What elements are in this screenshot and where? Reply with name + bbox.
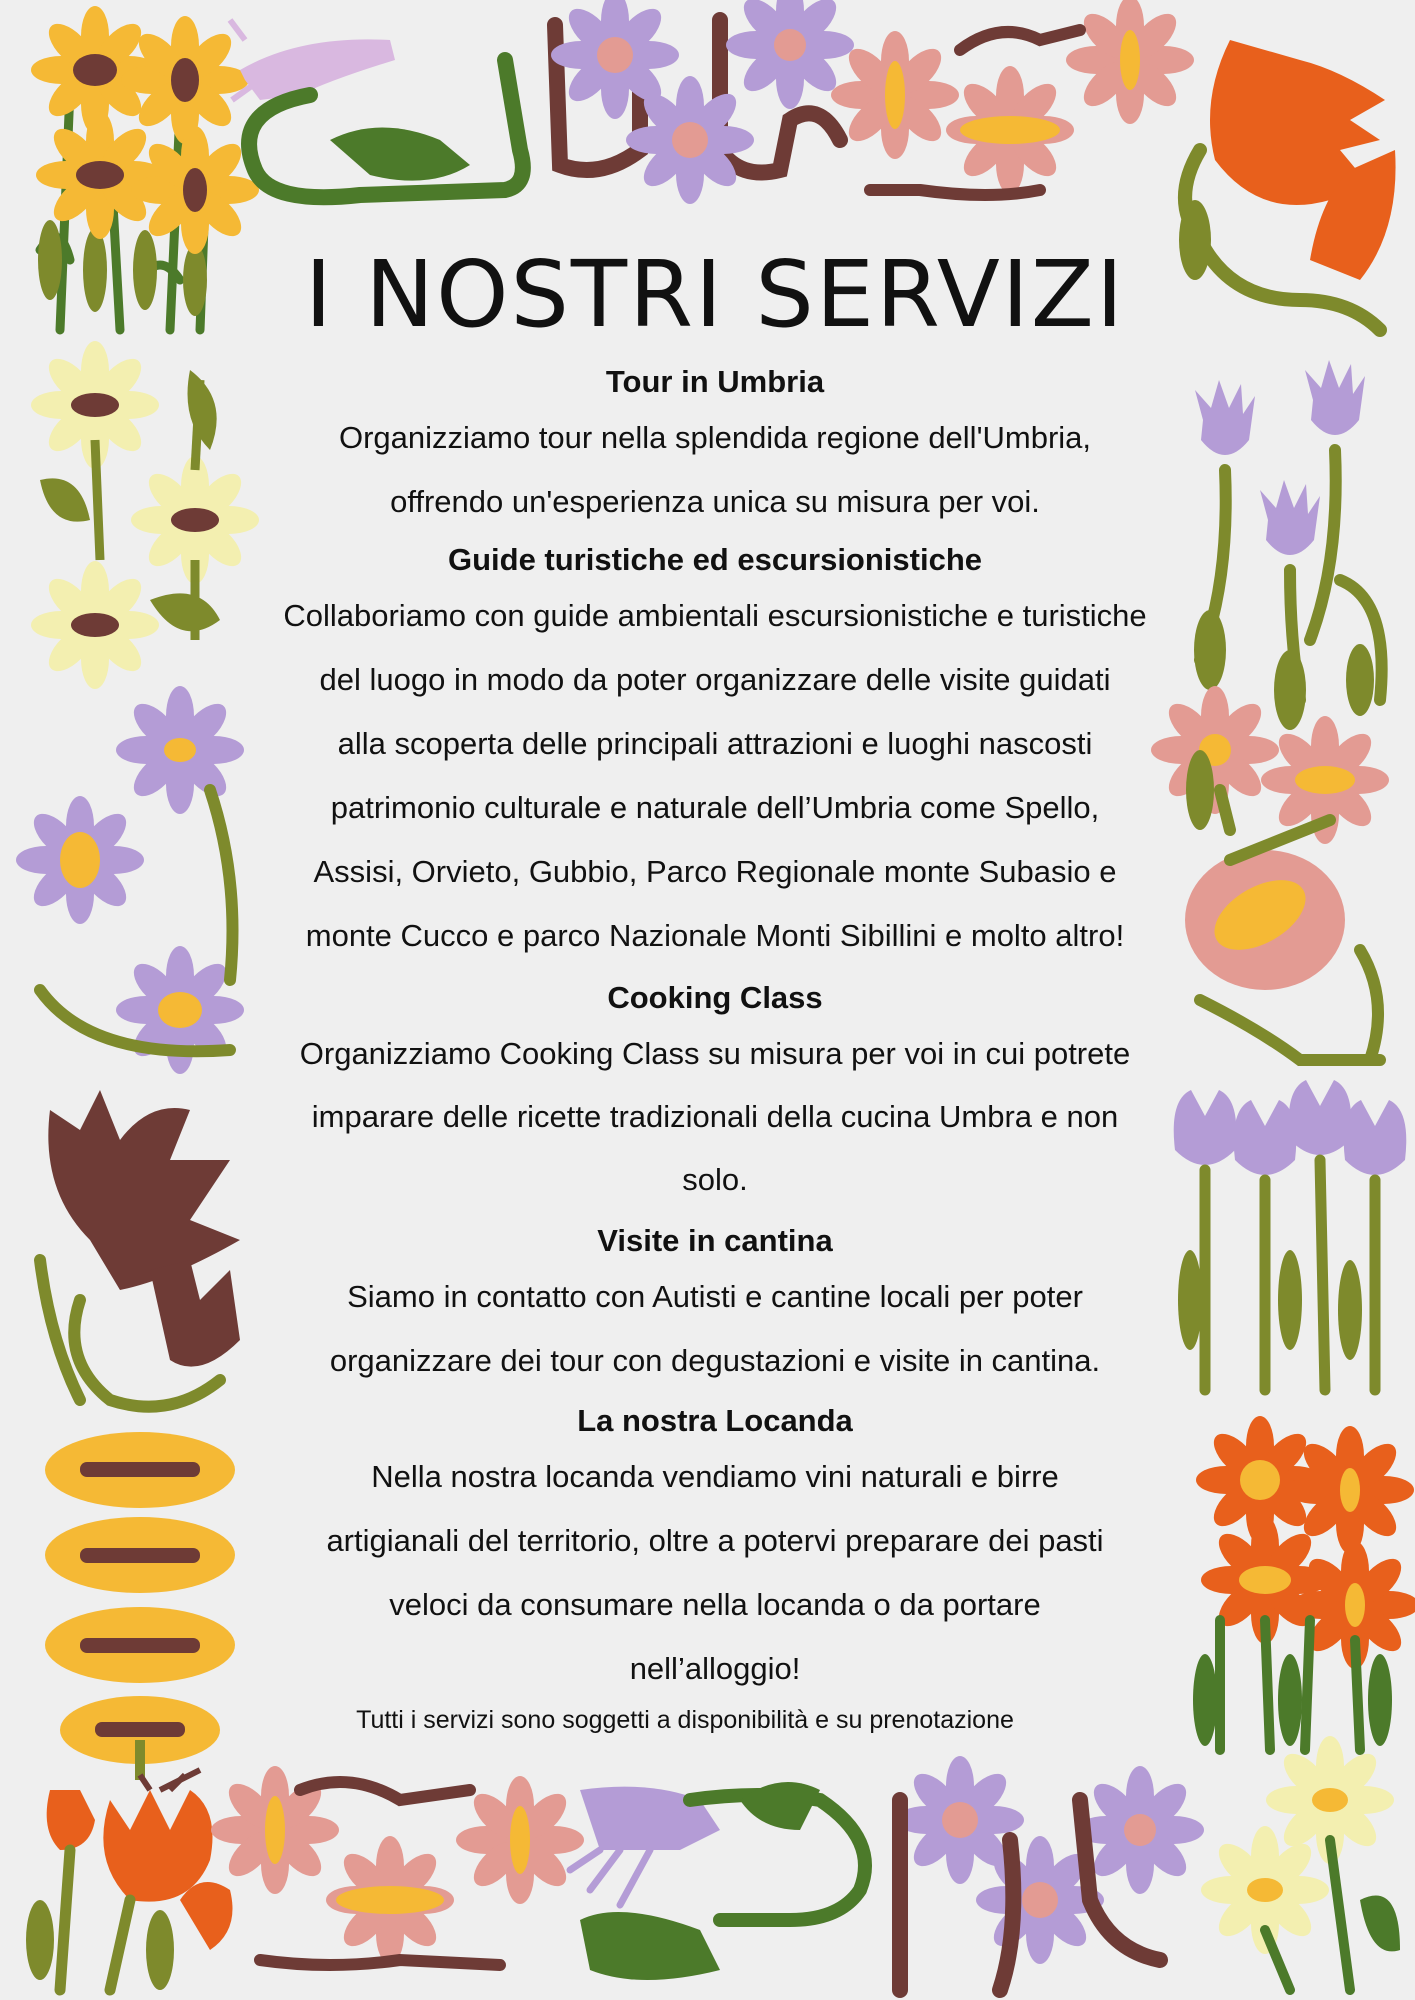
section-title: Cooking Class [607, 980, 823, 1015]
section-line: artigianali del territorio, oltre a potervi preparare dei pasti [326, 1523, 1104, 1558]
section-line: del luogo in modo da poter organizzare delle visite guidati [319, 662, 1111, 697]
right-border-flowers [1151, 360, 1415, 1750]
section-tour-in-umbria [255, 358, 1175, 534]
section-line: Organizziamo Cooking Class su misura per voi in cui potrete [299, 1036, 1131, 1071]
section-line: Nella nostra locanda vendiamo vini naturali e birre [371, 1459, 1059, 1494]
section-line: organizzare dei tour con degustazioni e visite in cantina. [329, 1343, 1101, 1378]
section-line: nell’alloggio! [629, 1651, 801, 1686]
section-guide-turistiche [255, 536, 1175, 968]
section-line: Collaboriamo con guide ambientali escursionistiche e turistiche [283, 598, 1147, 633]
section-body [255, 1022, 1175, 1211]
section-line: imparare delle ricette tradizionali della cucina Umbra e non [311, 1099, 1119, 1134]
section-line: Siamo in contatto con Autisti e cantine locali per poter [347, 1279, 1083, 1314]
section-title: Guide turistiche ed escursionistiche [447, 542, 983, 577]
section-body [255, 406, 1175, 534]
section-title: Tour in Umbria [605, 364, 825, 399]
bottom-border-flowers [26, 1736, 1400, 1990]
section-line: offrendo un'esperienza unica su misura per voi. [390, 484, 1040, 519]
footer-note: Tutti i servizi sono soggetti a disponibilità e su prenotazione [356, 1706, 1014, 1734]
section-la-nostra-locanda [255, 1397, 1175, 1701]
section-line: patrimonio culturale e naturale dell’Umbria come Spello, [330, 790, 1100, 825]
section-cooking-class [255, 974, 1175, 1211]
section-line: monte Cucco e parco Nazionale Monti Sibillini e molto altro! [305, 918, 1125, 953]
section-line: solo. [682, 1162, 748, 1197]
section-line: Assisi, Orvieto, Gubbio, Parco Regionale monte Subasio e [313, 854, 1117, 889]
section-title: La nostra Locanda [577, 1403, 853, 1438]
section-title: Visite in cantina [597, 1223, 833, 1258]
section-line: alla scoperta delle principali attrazioni e luoghi nascosti [337, 726, 1093, 761]
section-body [255, 584, 1175, 968]
section-body [255, 1265, 1175, 1393]
page-title: I NOSTRI SERVIZI [304, 241, 1126, 348]
section-line: Organizziamo tour nella splendida regione dell'Umbria, [338, 420, 1092, 455]
services-content [255, 240, 1175, 1737]
section-line: veloci da consumare nella locanda o da portare [389, 1587, 1041, 1622]
left-border-flowers [16, 341, 259, 1780]
section-body [255, 1445, 1175, 1701]
section-visite-in-cantina [255, 1217, 1175, 1393]
